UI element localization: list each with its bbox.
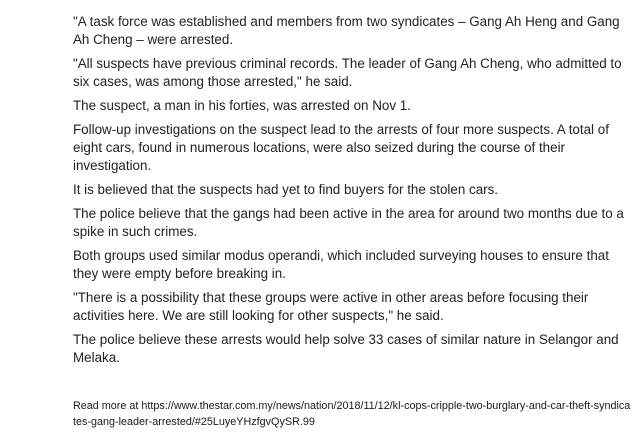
article-paragraph: "A task force was established and members from two syndicates – Gang Ah Heng and Gang Ah Cheng – were arrested. bbox=[73, 14, 620, 47]
article-paragraph: It is believed that the suspects had yet to find buyers for the stolen cars. bbox=[73, 182, 499, 197]
read-more-link[interactable]: https://www.thestar.com.my/news/nation/2018/11/12/kl-cops-cripple-two-burglary-and-car-theft-syndicates-gang-leader-arrested/#25LuyeYHzfgvQySR.99 bbox=[73, 400, 631, 428]
article-body bbox=[73, 13, 633, 373]
article-paragraph: "There is a possibility that these groups were active in other areas before focusing their activities here. We are still looking for other suspects," he said. bbox=[73, 290, 589, 323]
article-paragraph: The police believe that the gangs had been active in the area for around two months due to a spike in such crimes. bbox=[73, 206, 624, 239]
article-paragraph: The police believe these arrests would help solve 33 cases of similar nature in Selangor and Melaka. bbox=[73, 332, 619, 365]
article-paragraph: Follow-up investigations on the suspect lead to the arrests of four more suspects. A total of eight cars, found in numerous locations, were also seized during the course of their investigation. bbox=[73, 122, 609, 173]
article-paragraph: Both groups used similar modus operandi, which included surveying houses to ensure that they were empty before breaking in. bbox=[73, 248, 609, 281]
read-more-line bbox=[73, 398, 633, 430]
article-paragraph: "All suspects have previous criminal records. The leader of Gang Ah Cheng, who admitted to six cases, was among those arrested," he said. bbox=[73, 56, 622, 89]
read-more-prefix: Read more at bbox=[73, 400, 142, 412]
article-paragraph: The suspect, a man in his forties, was arrested on Nov 1. bbox=[73, 98, 411, 113]
